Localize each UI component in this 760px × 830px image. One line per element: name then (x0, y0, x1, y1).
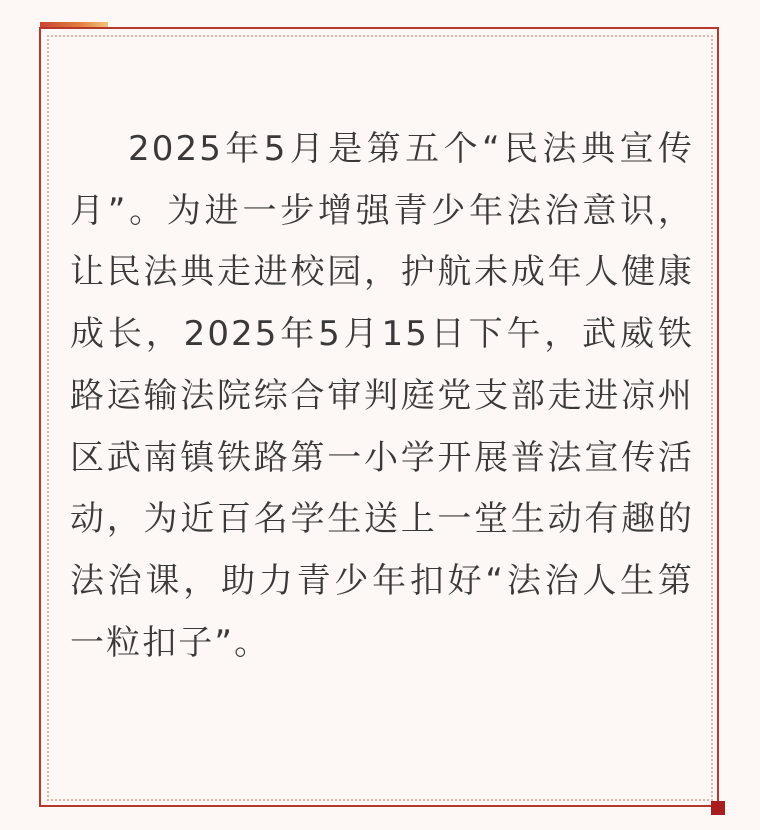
corner-square-decoration (711, 801, 725, 815)
article-paragraph: 2025年5月是第五个“民法典宣传月”。为进一步增强青少年法治意识，让民法典走进校园，护航未成年人健康成长，2025年5月15日下午，武威铁路运输法院综合审判庭党支部走进凉州区武南镇铁路第一小学开展普法宣传活动，为近百名学生送上一堂生动有趣的法治课，助力青少年扣好“法治人生第一粒扣子”。 (70, 129, 694, 663)
